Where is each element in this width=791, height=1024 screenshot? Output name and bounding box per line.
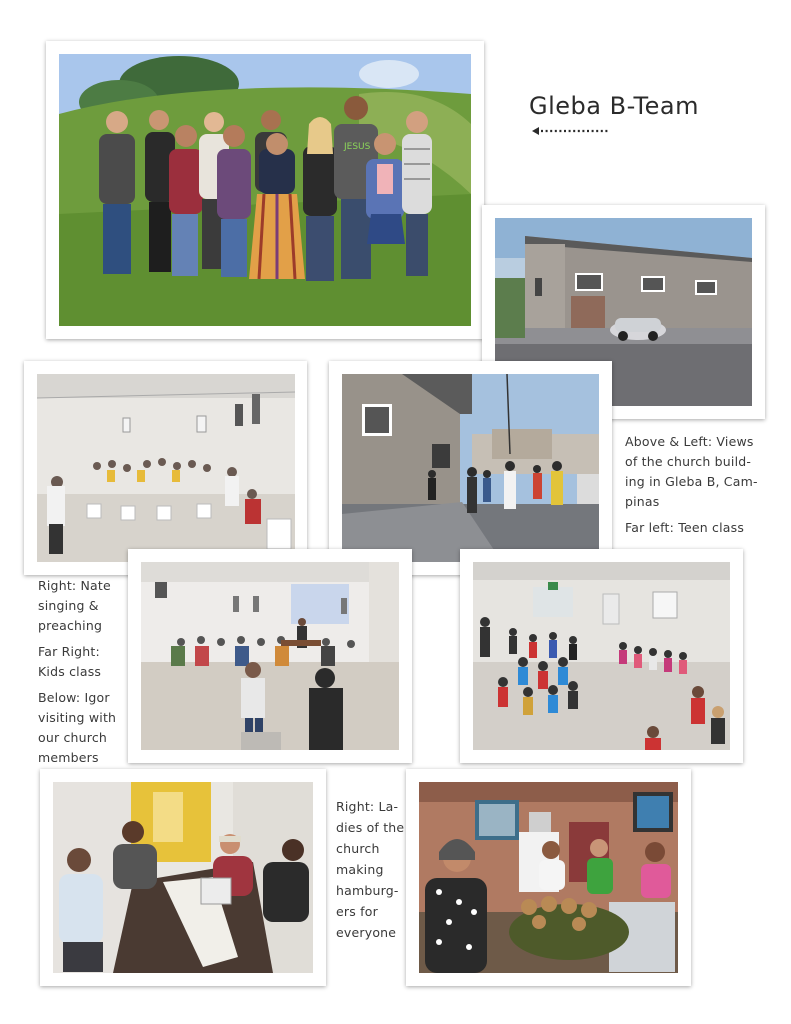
caption-line: Far Right:: [38, 644, 100, 659]
nate-preaching-photo-frame: [128, 549, 412, 763]
page-title: Gleba B-Team: [529, 92, 699, 120]
teen-class-photo-frame: [24, 361, 307, 575]
left-arrow-icon: [532, 126, 612, 136]
caption-line: pinas: [625, 494, 660, 509]
caption-line: hamburg-: [336, 883, 399, 898]
caption-line: visiting with: [38, 710, 117, 725]
ladies-hamburgers-photo: [419, 782, 678, 973]
caption-line: Below: Igor: [38, 690, 110, 705]
church-street-photo: [342, 374, 599, 562]
caption-line: Right: Nate: [38, 578, 111, 593]
caption-line: church: [336, 841, 380, 856]
caption-line: everyone: [336, 925, 397, 940]
caption-line: Far left: Teen class: [625, 520, 745, 535]
caption-line: of the church build-: [625, 454, 752, 469]
kids-class-photo: [473, 562, 730, 750]
kids-class-photo-frame: [460, 549, 743, 763]
church-street-photo-frame: [329, 361, 612, 575]
building-caption: [625, 432, 775, 538]
caption-line: our church: [38, 730, 108, 745]
caption-line: Kids class: [38, 664, 102, 679]
team-photo-frame: [46, 41, 484, 339]
ladies-hamburgers-photo-frame: [406, 769, 691, 986]
caption-line: ers for: [336, 904, 378, 919]
ladies-caption: [336, 796, 406, 943]
left-caption: [38, 576, 128, 768]
nate-preaching-photo: [141, 562, 399, 750]
team-group-photo: [59, 54, 471, 326]
caption-line: dies of the: [336, 820, 405, 835]
caption-line: Right: La-: [336, 799, 399, 814]
igor-visiting-photo: [53, 782, 313, 973]
teen-class-photo: [37, 374, 295, 562]
shirt-text: JESUS: [344, 142, 371, 152]
igor-visiting-photo-frame: [40, 769, 326, 986]
caption-line: preaching: [38, 618, 103, 633]
caption-line: Above & Left: Views: [625, 434, 754, 449]
caption-line: ing in Gleba B, Cam-: [625, 474, 758, 489]
caption-line: singing &: [38, 598, 99, 613]
caption-line: making: [336, 862, 384, 877]
caption-line: members: [38, 750, 99, 765]
